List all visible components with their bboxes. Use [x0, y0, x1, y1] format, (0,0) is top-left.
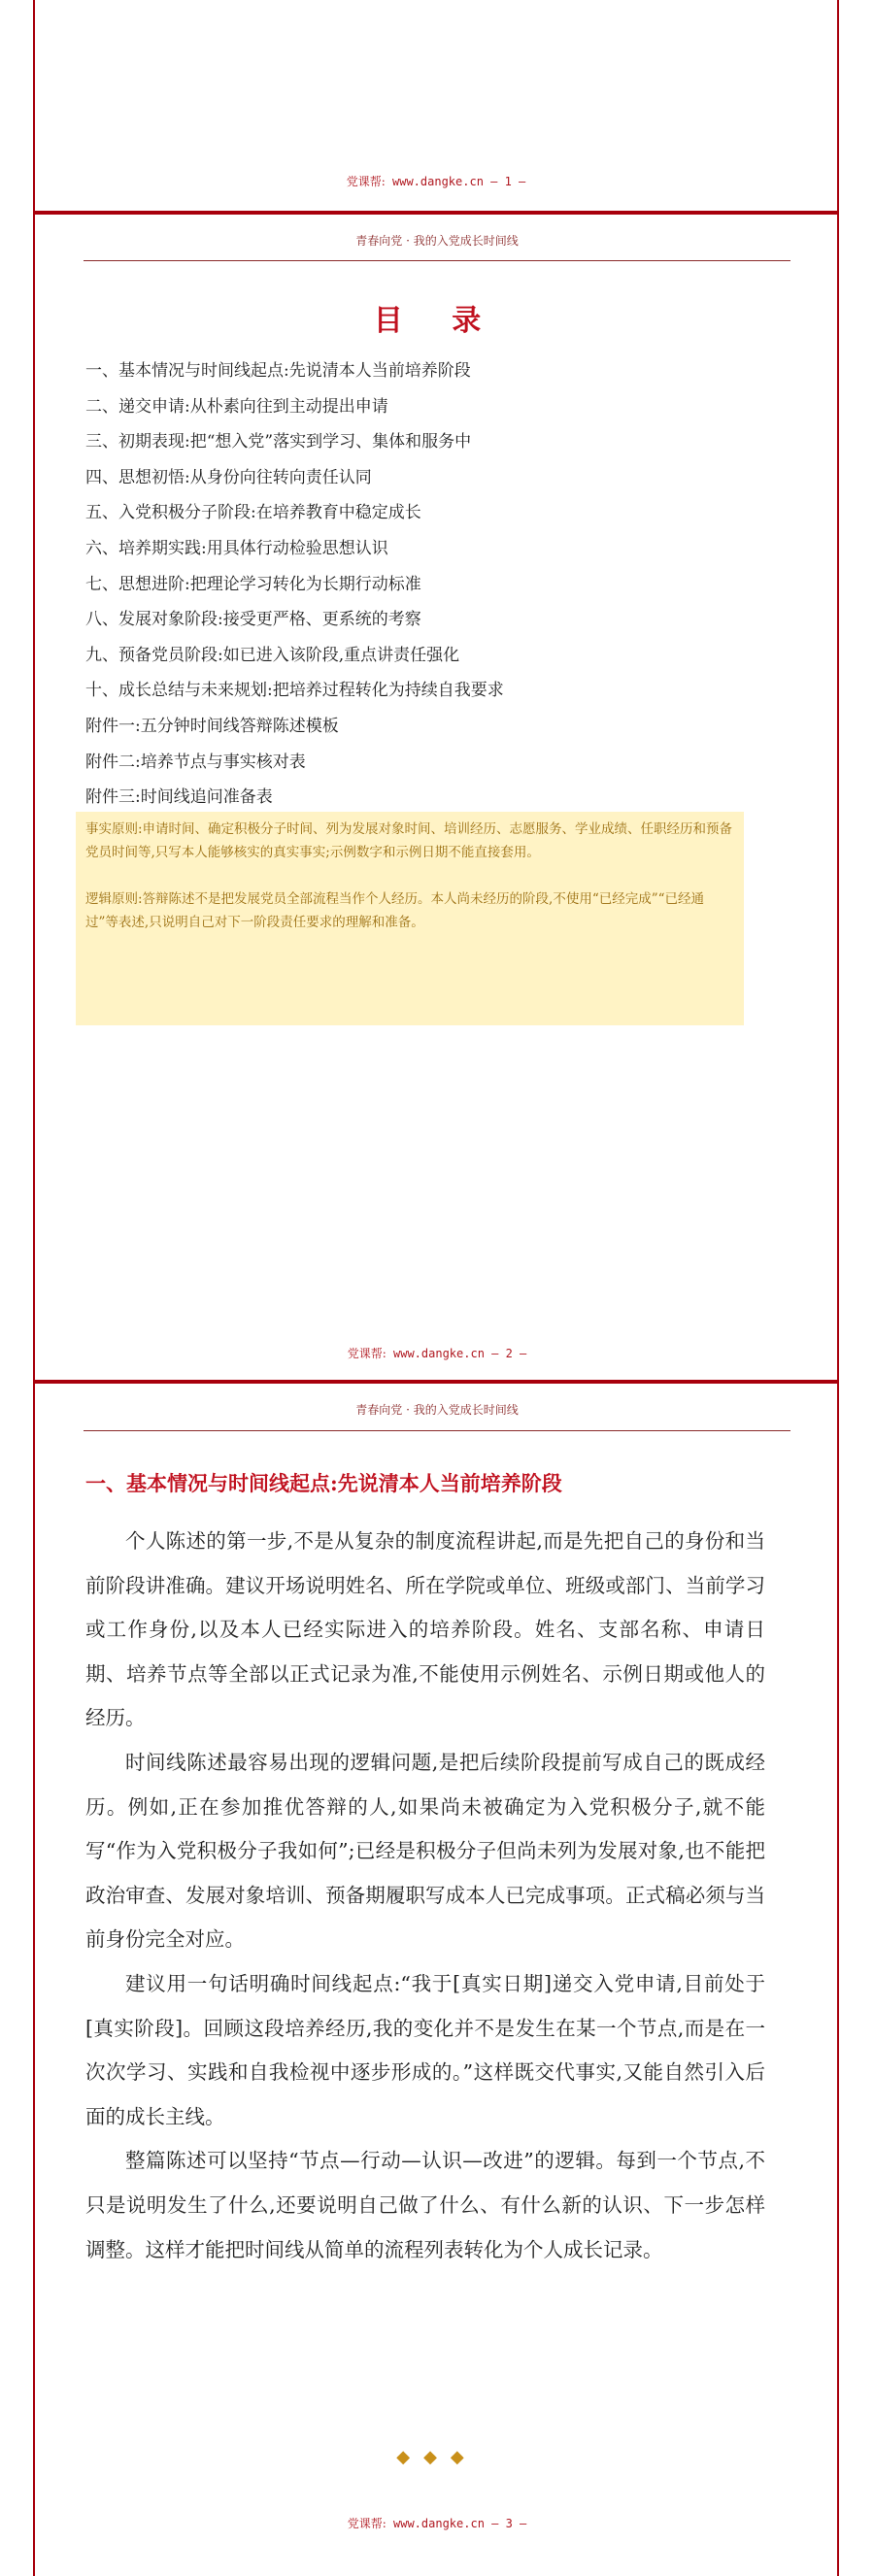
footer-site[interactable]: www.dangke.cn: [393, 1347, 485, 1360]
toc-item[interactable]: 附件一:五分钟时间线答辩陈述模板: [85, 716, 339, 736]
paragraph: 建议用一句话明确时间线起点:“我于[真实日期]递交入党申请,目前处于[真实阶段]。回顾这段培养经历,我的变化并不是发生在某一个节点,而是在一次次学习、实践和自我检视中逐步形成的。”这样既交代事实,又能自然引入后面的成长主线。: [85, 1971, 765, 2128]
section-title: 一、基本情况与时间线起点:先说清本人当前培养阶段: [85, 1471, 562, 1495]
footer-site[interactable]: www.dangke.cn: [392, 175, 484, 188]
page-1: [33, 0, 839, 211]
toc-item[interactable]: 四、思想初悟:从身份向往转向责任认同: [85, 467, 372, 487]
page-number: — 3 —: [491, 2517, 527, 2530]
page-number: — 2 —: [491, 1347, 527, 1360]
toc-item[interactable]: 九、预备党员阶段:如已进入该阶段,重点讲责任强化: [85, 645, 460, 665]
logic-principle: 逻辑原则:答辩陈述不是把发展党员全部流程当作个人经历。本人尚未经历的阶段,不使用“已经完成”“已经通过”等表述,只说明自己对下一阶段责任要求的理解和准备。: [85, 891, 705, 930]
paragraph: 时间线陈述最容易出现的逻辑问题,是把后续阶段提前写成自己的既成经历。例如,正在参加推优答辩的人,如果尚未被确定为入党积极分子,就不能写“作为入党积极分子我如何”;已经是积极分子但尚未列为发展对象,也不能把政治审查、发展对象培训、预备期履职写成本人已完成事项。正式稿必须与当前身份完全对应。: [85, 1750, 765, 1952]
toc-item[interactable]: 八、发展对象阶段:接受更严格、更系统的考察: [85, 610, 421, 630]
paragraph: 整篇陈述可以坚持“节点—行动—认识—改进”的逻辑。每到一个节点,不只是说明发生了什么,还要说明自己做了什么、有什么新的认识、下一步怎样调整。这样才能把时间线从简单的流程列表转化为个人成长记录。: [85, 2149, 765, 2261]
footer-site[interactable]: www.dangke.cn: [393, 2517, 485, 2530]
running-head: 青春向党 · 我的入党成长时间线: [355, 234, 519, 248]
section-body: [85, 1520, 765, 2272]
footer-label: 党课帮:: [347, 2517, 387, 2530]
toc-item[interactable]: 七、思想进阶:把理论学习转化为长期行动标准: [85, 574, 421, 594]
toc-item[interactable]: 三、初期表现:把“想入党”落实到学习、集体和服务中: [85, 432, 472, 452]
paragraph: 个人陈述的第一步,不是从复杂的制度流程讲起,而是先把自己的身份和当前阶段讲准确。建议开场说明姓名、所在学院或单位、班级或部门、当前学习或工作身份,以及本人已经实际进入的培养阶段。姓名、支部名称、申请日期、培养节点等全部以正式记录为准,不能使用示例姓名、示例日期或他人的经历。: [85, 1529, 765, 1730]
page-footer: [0, 1345, 874, 1361]
footer-label: 党课帮:: [346, 175, 386, 188]
principles-notice: [76, 812, 744, 1025]
toc-item[interactable]: 附件三:时间线追问准备表: [85, 787, 273, 808]
page-footer: [35, 173, 837, 189]
toc-item[interactable]: 附件二:培养节点与事实核对表: [85, 752, 306, 772]
toc-item[interactable]: 五、入党积极分子阶段:在培养教育中稳定成长: [85, 503, 421, 523]
page-number: — 1 —: [490, 175, 526, 188]
head-rule: [84, 260, 790, 261]
page-footer: [0, 2515, 874, 2531]
fact-principle: 事实原则:申请时间、确定积极分子时间、列为发展对象时间、培训经历、志愿服务、学业成绩、任职经历和预备党员时间等,只写本人能够核实的真实事实;示例数字和示例日期不能直接套用。: [85, 821, 733, 860]
toc-title: 目 录: [373, 304, 501, 338]
running-head: 青春向党 · 我的入党成长时间线: [355, 1403, 519, 1417]
footer-label: 党课帮:: [347, 1347, 387, 1360]
diamond-ornament: ◆◆◆: [396, 2447, 478, 2467]
head-rule: [84, 1430, 790, 1431]
toc-item[interactable]: 二、递交申请:从朴素向往到主动提出申请: [85, 396, 388, 417]
toc-item[interactable]: 六、培养期实践:用具体行动检验思想认识: [85, 538, 388, 558]
toc-item[interactable]: 一、基本情况与时间线起点:先说清本人当前培养阶段: [85, 361, 471, 381]
toc-item[interactable]: 十、成长总结与未来规划:把培养过程转化为持续自我要求: [85, 681, 504, 701]
toc-list: [85, 353, 765, 816]
